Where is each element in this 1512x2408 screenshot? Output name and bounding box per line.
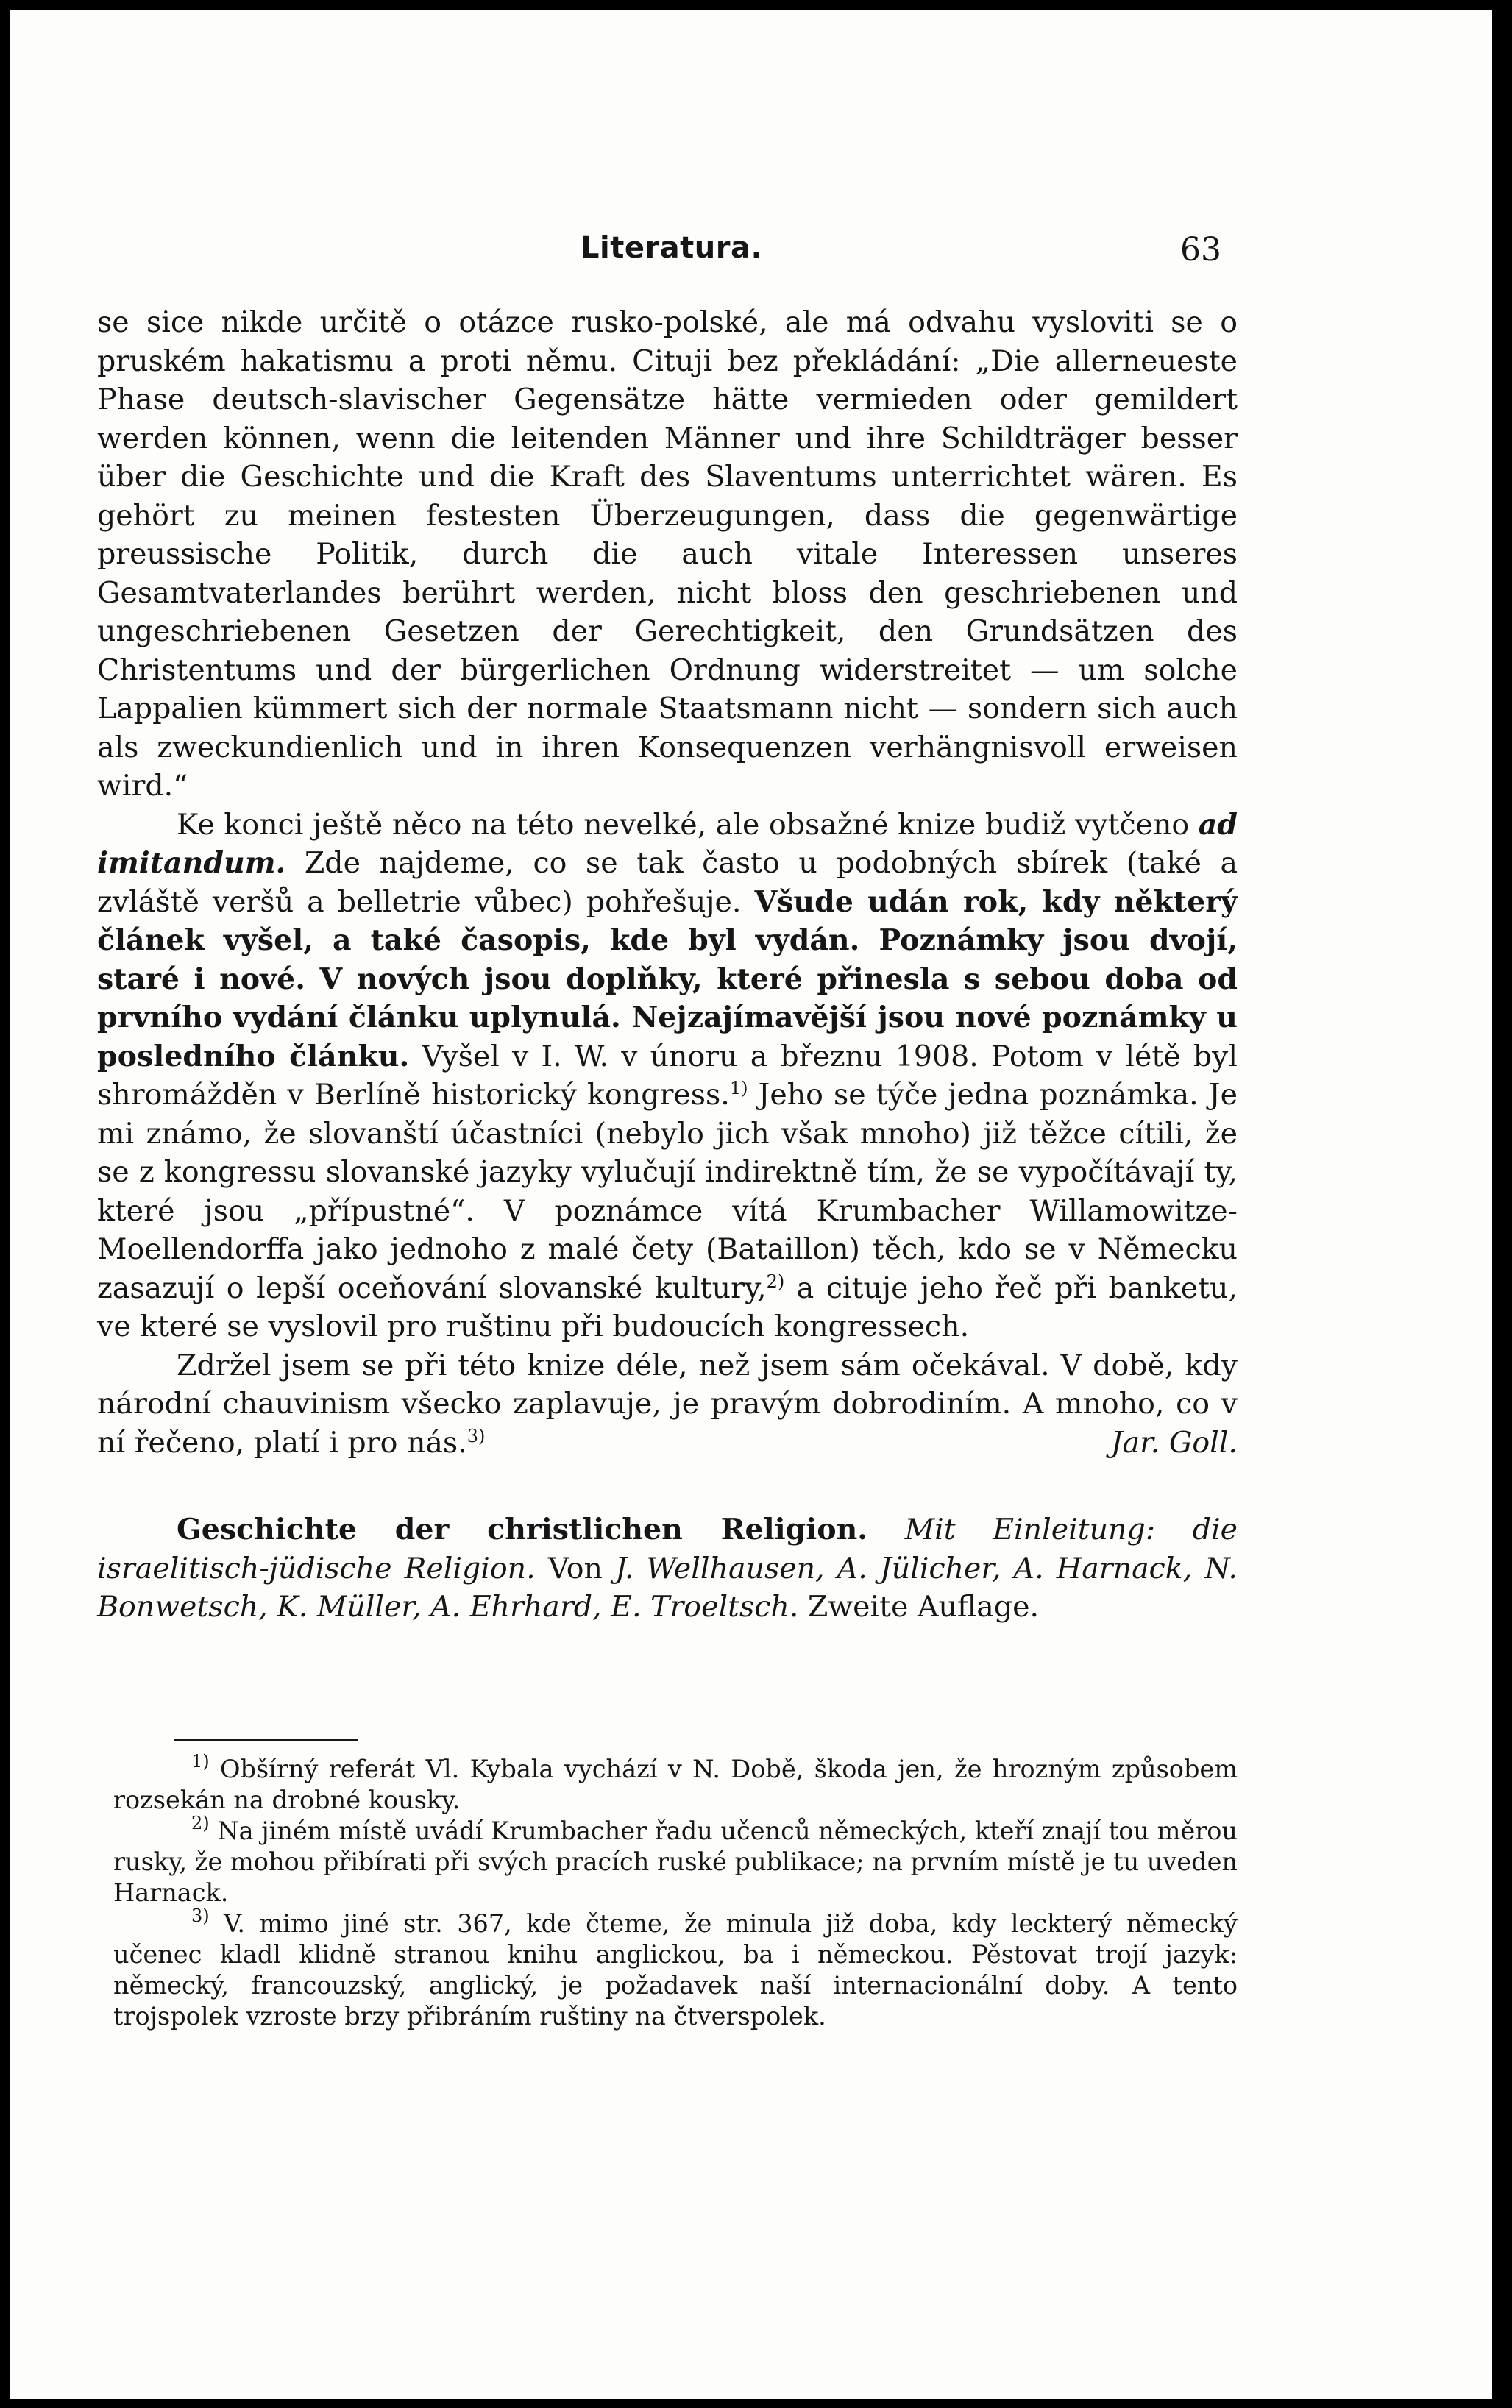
page-number: 63 xyxy=(1180,231,1221,269)
review-heading xyxy=(97,1510,1238,1627)
footnote-mark: 2) xyxy=(191,1813,210,1833)
p2-text-e: a cituje jeho řeč při banketu, ve které se vyslovil pro ruštinu při budoucích kongressech. xyxy=(97,1271,1238,1343)
review-subtitle: Mit Einleitung: die israelitisch-jüdische Religion. xyxy=(97,1513,1238,1585)
review-book-title: Geschichte der christlichen Religion. xyxy=(177,1513,868,1546)
review-authors: J. Wellhausen, A. Jülicher, A. Harnack, N. Bonwetsch, K. Müller, A. Ehrhard, E. Troeltsch. xyxy=(97,1551,1238,1624)
footnotes xyxy=(113,1751,1238,2032)
p2-bold-text: Všude udán rok, kdy některý článek vyšel, a také časopis, kde byl vydán. Poznámky jsou dvojí, staré i nové. V nových jsou doplňky, které přinesla s sebou doba od prvního vydání článku uplynulá. Nejzajímavější jsou nové poznámky u posledního článku. xyxy=(97,884,1238,1073)
p2-text-d: Jeho se týče jedna poznámka. Je mi známo, že slovanští účastníci (nebylo jich však mnoho) již těžce cítili, že se z kongressu slovanské jazyky vylučují indirektně tím, že se vypočítávají ty, které jsou „přípustné“. V poznámce vítá Krumbacher Willamowitze-Moellendorffa jako jednoho z malé čety (Bataillon) těch, kdo se v Německu zasazují o lepší oceňování slovanské kultury, xyxy=(97,1078,1238,1305)
p3-text: Zdržel jsem se při této knize déle, než jsem sám očekával. V době, kdy národní chauvinism všecko zaplavuje, je pravým dobrodiním. A mnoho, co v ní řečeno, platí i pro nás. xyxy=(97,1348,1238,1460)
footnote-mark: 1) xyxy=(191,1751,210,1772)
ad-imitandum-emphasis: ad imitandum. xyxy=(97,807,1238,880)
footnote-text: Obšírný referát Vl. Kybala vychází v N. Době, škoda jen, že hrozným způsobem rozsekán na drobné kousky. xyxy=(113,1755,1238,1814)
running-title: Literatura. xyxy=(581,231,763,265)
page xyxy=(10,10,1492,2399)
p2-text-b: Zde najdeme, co se tak často u podobných sbírek (také a zvláště veršů a belletrie vůbec) pohřešuje. xyxy=(97,846,1238,919)
paragraph-imitandum xyxy=(97,806,1238,1346)
p2-text-c: Vyšel v I. W. v únoru a březnu 1908. Potom v létě byl shromážděn v Berlíně historický kongress. xyxy=(97,1039,1238,1112)
footnote-text: V. mimo jiné str. 367, kde čteme, že minula již doba, kdy leckterý německý učenec kladl klidně stranou knihu anglickou, ba i německou. Pěstovat trojí jazyk: německý, francouzský, anglický, je požadavek naší internacionální doby. A tento trojspolek vzroste brzy přibráním ruštiny na čtverspolek. xyxy=(113,1909,1238,2031)
footnote-1 xyxy=(113,1751,1238,1816)
footnote-ref-1: 1) xyxy=(729,1078,748,1098)
footnote-ref-2: 2) xyxy=(766,1271,785,1292)
footnote-divider xyxy=(174,1739,358,1741)
paragraph-quote: se sice nikde určitě o otázce rusko-polské, ale má odvahu vysloviti se o pruském hakatismu a proti němu. Cituji bez překládání: „Die allerneueste Phase deutsch-slavischer Gegensätze hätte vermieden oder gemildert werden können, wenn die leitenden Männer und ihre Schildträger besser über die Geschichte und die Kraft des Slaventums unterrichtet wären. Es gehört zu meinen festesten Überzeugungen, dass die gegenwärtige preussische Politik, durch die auch vitale Interessen unseres Gesamtvaterlandes berührt werden, nicht bloss den geschriebenen und ungeschriebenen Gesetzen der Gerechtigkeit, den Grundsätzen des Christentums und der bürgerlichen Ordnung widerstreitet — um solche Lappalien kümmert sich der normale Staatsmann nicht — sondern sich auch als zweckundienlich und in ihren Konsequenzen verhängnisvoll erweisen wird.“ xyxy=(97,305,1238,803)
footnote-mark: 3) xyxy=(191,1906,210,1926)
footnote-3 xyxy=(113,1908,1238,2032)
footnote-text: Na jiném místě uvádí Krumbacher řadu učenců německých, kteří znají tou měrou rusky, že mohou přibírati při svých pracích ruské publikace; na prvním místě je tu uveden Harnack. xyxy=(113,1816,1238,1907)
paragraph-conclusion xyxy=(97,1346,1238,1463)
p2-text-a: Ke konci ještě něco na této nevelké, ale obsažné knize budiž vytčeno xyxy=(177,807,1190,842)
footnote-ref-3: 3) xyxy=(466,1425,486,1446)
main-text xyxy=(97,303,1238,1627)
review-von: Von xyxy=(547,1551,603,1585)
page-header xyxy=(10,231,1492,275)
footnote-2 xyxy=(113,1813,1238,1908)
review-edition: Zweite Auflage. xyxy=(807,1590,1040,1624)
author-signature: Jar. Goll. xyxy=(1110,1425,1238,1460)
